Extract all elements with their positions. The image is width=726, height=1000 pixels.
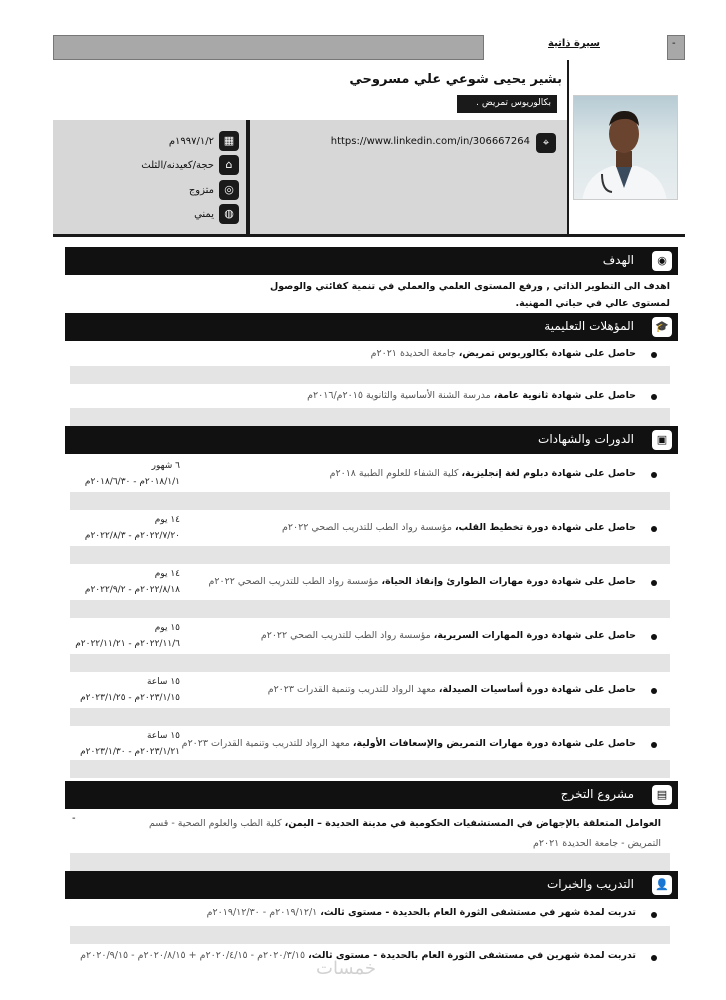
section-objective-header (65, 247, 678, 275)
section-title: المؤهلات التعليمية (544, 319, 634, 333)
objective-text: اهدف الى التطوير الذاتي , ورفع المستوى العلمي والعملي في تنمية كفائتي والوصول لمستوى عالي في حياتي المهنية. (269, 281, 670, 309)
list-item: حاصل على شهادة ثانوية عامة، مدرسة الشنة الأساسية والثانوية ٢٠١٥م/٢٠١٦م (307, 390, 636, 401)
row-shade (70, 408, 670, 426)
course-duration: ١٤ يوم (154, 569, 180, 579)
home-icon: ⌂ (219, 155, 239, 175)
birth-date: ١٩٩٧/١/٢م (168, 136, 214, 147)
bullet-icon (651, 912, 657, 918)
bullet-icon (651, 742, 657, 748)
bullet-icon (651, 352, 657, 358)
list-item: تدربت لمدة شهرين في مستشفى الثورة العام بالحديدة - مستوى ثالث، ٢٠٢٠/٣/١٥م - ٢٠٢٠/٤/١٥م + ٢٠٢٠/٨/١٥م - ٢٠٢٠/٩/١٥م (80, 950, 636, 961)
bullet-icon (651, 472, 657, 478)
target-icon: ◉ (652, 251, 672, 271)
row-shade (70, 853, 670, 871)
row-shade (70, 708, 670, 726)
section-title: الدورات والشهادات (538, 432, 634, 446)
row-shade (70, 366, 670, 384)
section-project-header (65, 781, 678, 809)
project-side-mark: - (72, 813, 76, 824)
watermark: خمسات (316, 958, 377, 979)
header-divider (567, 60, 569, 237)
top-bar-mark: - (672, 38, 676, 49)
person-name: بشير يحيى شوعي علي مسروحي (349, 72, 562, 87)
list-item: تدربت لمدة شهر في مستشفى الثورة العام بالحديدة - مستوى ثالث، ٢٠١٩/١٢/١م - ٢٠١٩/١٢/٣٠م (206, 907, 636, 918)
course-duration: ١٤ يوم (154, 515, 180, 525)
globe-icon: ◍ (219, 204, 239, 224)
course-dates: ٢٠٢٢/٨/١٨م - ٢٠٢٢/٩/٢م (84, 585, 180, 595)
course-duration: ٦ شهور (151, 461, 180, 471)
marital-status: متزوج (188, 185, 214, 196)
list-item: حاصل على شهادة دورة مهارات التمريض والإسعافات الأولية، معهد الرواد للتدريب وتنمية القدرات ٢٠٢٣م (181, 738, 636, 749)
bullet-icon (651, 634, 657, 640)
location-pin-icon: ⌖ (536, 133, 556, 153)
list-item: حاصل على شهادة دورة مهارات الطوارئ وإنقاذ الحياة، مؤسسة رواد الطب للتدريب الصحي ٢٠٢٢م (208, 576, 636, 587)
list-item: حاصل على شهادة دورة تخطيط القلب، مؤسسة رواد الطب للتدريب الصحي ٢٠٢٢م (282, 522, 636, 533)
calendar-icon: ▦ (219, 131, 239, 151)
course-duration: ١٥ ساعة (146, 731, 180, 741)
section-title: الهدف (602, 253, 634, 267)
section-courses-header (65, 426, 678, 454)
list-item: حاصل على شهادة بكالوريوس تمريض، جامعة الحديدة ٢٠٢١م (370, 348, 636, 359)
course-duration: ١٥ يوم (154, 623, 180, 633)
bullet-icon (651, 688, 657, 694)
row-shade (70, 546, 670, 564)
certificate-icon: ▣ (652, 430, 672, 450)
section-title: التدريب والخبرات (546, 877, 634, 891)
bullet-icon (651, 955, 657, 961)
section-education-header (65, 313, 678, 341)
course-dates: ٢٠١٨/١/١م - ٢٠١٨/٦/٣٠م (84, 477, 180, 487)
section-title: مشروع التخرج (560, 787, 634, 801)
section-experience-header (65, 871, 678, 899)
user-icon: 👤 (652, 875, 672, 895)
row-shade (70, 600, 670, 618)
row-shade (70, 760, 670, 778)
course-dates: ٢٠٢٣/١/١٥م - ٢٠٢٣/١/٢٥م (80, 693, 180, 703)
bullet-icon (651, 580, 657, 586)
person-portrait-icon (573, 96, 677, 200)
project-line-2: التمريض - جامعة الحديدة ٢٠٢١م (532, 838, 661, 849)
book-icon: ▤ (652, 785, 672, 805)
document-title: سيرة ذاتية (548, 38, 600, 49)
row-shade (70, 492, 670, 510)
list-item: حاصل على شهادة دورة المهارات السريرية، مؤسسة رواد الطب للتدريب الصحي ٢٠٢٢م (260, 630, 636, 641)
bullet-icon (651, 394, 657, 400)
list-item: حاصل على شهادة دورة أساسيات الصيدلة، معهد الرواد للتدريب وتنمية القدرات ٢٠٢٣م (267, 684, 636, 695)
contact-panel-divider (246, 120, 250, 234)
rings-icon: ◎ (219, 180, 239, 200)
bullet-icon (651, 526, 657, 532)
row-shade (70, 654, 670, 672)
list-item: حاصل على شهادة دبلوم لغة إنجليزية، كلية الشفاء للعلوم الطبية ٢٠١٨م (329, 468, 636, 479)
profile-photo (573, 95, 678, 200)
graduation-cap-icon: 🎓 (652, 317, 672, 337)
project-line-1: العوامل المتعلقة بالإجهاض في المستشفيات الحكومية في مدينة الحديدة – اليمن، كلية الطب والعلوم الصحية - قسم (148, 818, 661, 829)
course-dates: ٢٠٢٢/١١/٦م - ٢٠٢٢/١١/٢١م (75, 639, 180, 649)
job-title-badge: بكالوريوس تمريض . (457, 95, 557, 113)
course-dates: ٢٠٢٣/١/٢١م - ٢٠٢٣/١/٣٠م (80, 747, 180, 757)
course-dates: ٢٠٢٢/٧/٢٠م - ٢٠٢٢/٨/٣م (84, 531, 180, 541)
row-shade (70, 926, 670, 944)
nationality: يمني (194, 209, 214, 220)
linkedin-link[interactable]: https://www.linkedin.com/in/306667264 (330, 136, 530, 147)
header-bottom-rule (53, 234, 685, 237)
address: حجة/كعيدنه/الثلث (141, 160, 214, 171)
course-duration: ١٥ ساعة (146, 677, 180, 687)
